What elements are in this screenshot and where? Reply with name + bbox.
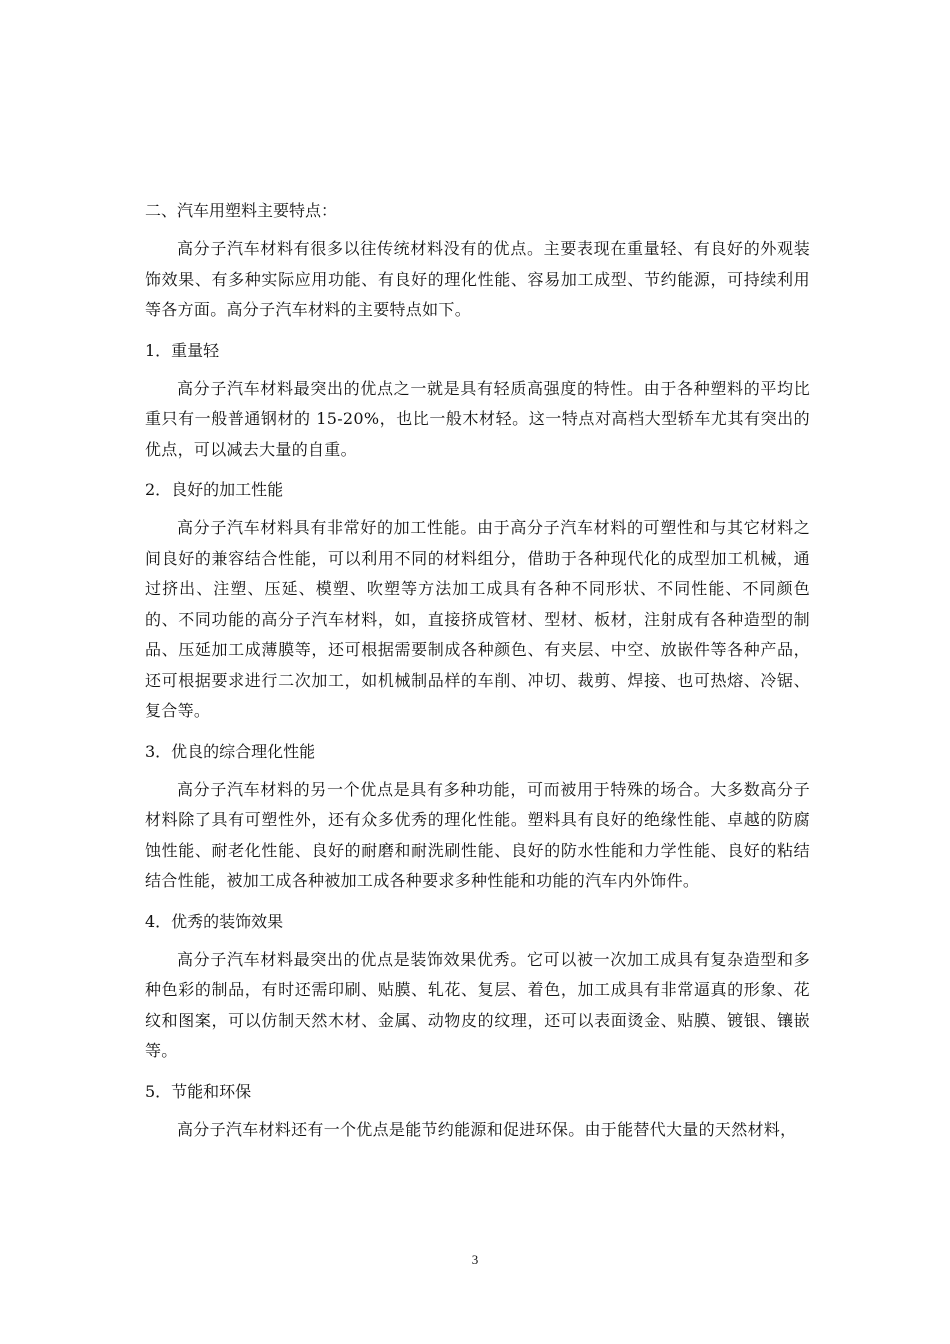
subsection-body-5: 高分子汽车材料还有一个优点是能节约能源和促进环保。由于能替代大量的天然材料， xyxy=(177,1119,797,1139)
subsection-title-2: 2．良好的加工性能 xyxy=(145,480,284,499)
subsection-title-3: 3．优良的综合理化性能 xyxy=(145,741,316,761)
subsection-body-4: 高分子汽车材料最突出的优点是装饰效果优秀。它可以被一次加工成具有复杂造型和多种色彩的制品，有时还需印刷、贴膜、轧花、复层、着色，加工成具有非常逼真的形象、花纹和图案，可以仿制天然木材、金属、动物皮的纹理，还可以表面烫金、贴膜、镀银、镶嵌等。 xyxy=(145,949,810,1060)
section-heading: 二、汽车用塑料主要特点： xyxy=(145,201,338,220)
subsection-body-2: 高分子汽车材料具有非常好的加工性能。由于高分子汽车材料的可塑性和与其它材料之间良好的兼容结合性能，可以利用不同的材料组分，借助于各种现代化的成型加工机械，通过挤出、注塑、压延、模塑、吹塑等方法加工成具有各种不同形状、不同性能、不同颜色的、不同功能的高分子汽车材料，如，直接挤成管材、型材、板材，注射成有各种造型的制品、压延加工成薄膜等，还可根据需要制成各种颜色、有夹层、中空、放嵌件等各种产品，还可根据要求进行二次加工，如机械制品样的车削、冲切、裁剪、焊接、也可热熔、冷锯、复合等。 xyxy=(145,518,810,720)
subsection-title-4: 4．优秀的装饰效果 xyxy=(145,911,284,931)
intro-paragraph: 高分子汽车材料有很多以往传统材料没有的优点。主要表现在重量轻、有良好的外观装饰效果、有多种实际应用功能、有良好的理化性能、容易加工成型、节约能源，可持续利用等各方面。高分子汽车材料的主要特点如下。 xyxy=(145,239,810,319)
page-number: 3 xyxy=(471,1252,479,1267)
subsection-title-1: 1．重量轻 xyxy=(145,340,220,360)
subsection-body-3: 高分子汽车材料的另一个优点是具有多种功能，可而被用于特殊的场合。大多数高分子材料除了具有可塑性外，还有众多优秀的理化性能。塑料具有良好的绝缘性能、卓越的防腐蚀性能、耐老化性能、良好的耐磨和耐洗刷性能、良好的防水性能和力学性能、良好的粘结结合性能，被加工成各种被加工成各种要求多种性能和功能的汽车内外饰件。 xyxy=(145,779,810,890)
subsection-body-1: 高分子汽车材料最突出的优点之一就是具有轻质高强度的特性。由于各种塑料的平均比重只有一般普通钢材的 15-20%，也比一般木材轻。这一特点对高档大型轿车尤其有突出的优点，可以减去大量的自重。 xyxy=(145,378,810,459)
document-page xyxy=(145,196,810,1145)
subsection-title-5: 5．节能和环保 xyxy=(145,1081,252,1101)
